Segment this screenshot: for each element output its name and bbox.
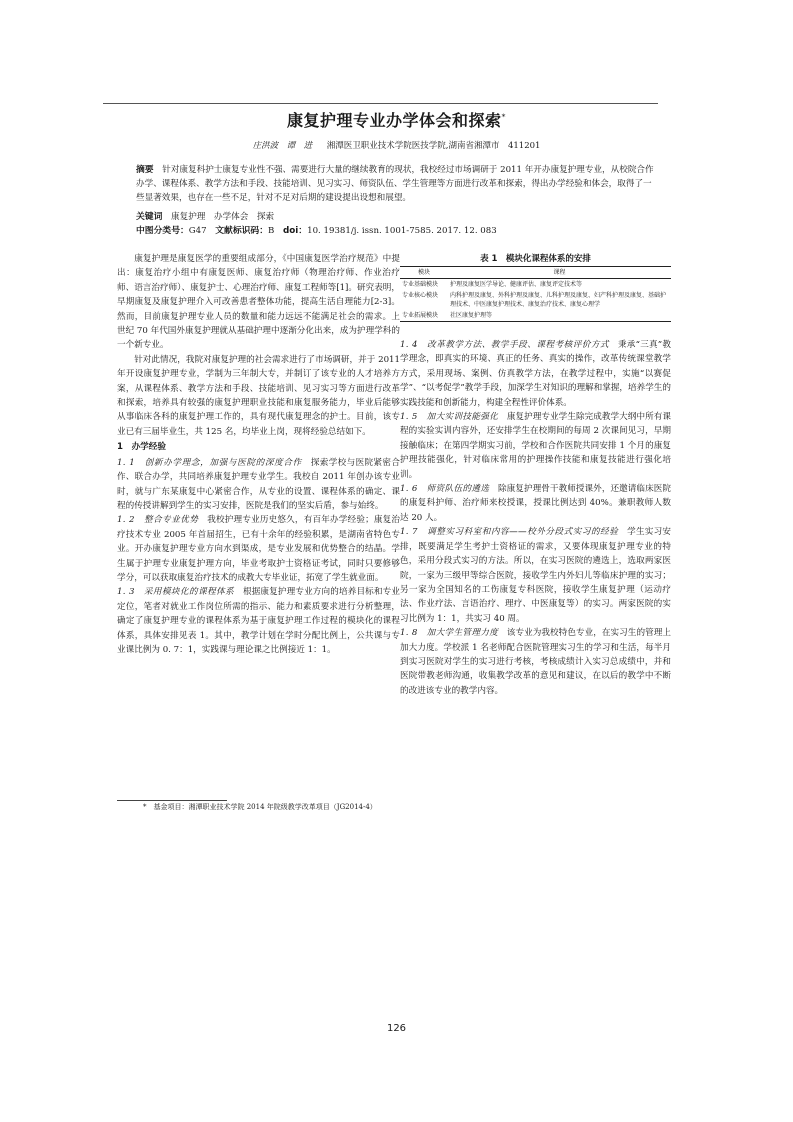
- curriculum-table: [400, 266, 671, 322]
- keywords-label: 关键词: [136, 212, 163, 222]
- table-header-row: [400, 267, 671, 279]
- keywords-text: 康复护理 办学体会 探索: [171, 212, 275, 222]
- table-cell-course: 社区康复护理等: [448, 310, 671, 322]
- table-1-title: 表 1 模块化课程体系的安排: [480, 254, 591, 264]
- abstract: [136, 163, 656, 205]
- doi-value: 10. 19381/j. issn. 1001-7585. 2017. 12. 083: [307, 226, 497, 236]
- table-cell-course: 护理及康复医学导论、健康评估、康复评定技术等: [450, 281, 583, 288]
- doc-label: 文献标识码：: [215, 226, 269, 236]
- left-column: [117, 252, 400, 657]
- section-1-2-text: 我校护理专业历史悠久，有百年办学经验；康复治疗技术专业 2005 年首届招生，已有十余年的经验积累，是湖南省特色专业。开办康复护理专业方向水到渠成，是专业发展和优势整合的结晶。学生属于护理专业康复护理方向，毕业考取护士资格证考试，同时只要修够学分，可以获取康复治疗技术的成教大专毕业证，拓宽了学生就业面。: [117, 515, 400, 583]
- doc-value: B: [268, 226, 275, 236]
- table-row: [400, 290, 671, 310]
- section-1-5: [400, 410, 671, 482]
- section-1-2: [117, 513, 400, 585]
- author-line: [0, 139, 793, 151]
- section-1-6: [400, 482, 671, 525]
- section-1-8: [400, 626, 671, 698]
- cls-label: 中图分类号：: [136, 226, 189, 236]
- section-1-4: [400, 338, 671, 410]
- footnote: * 基金项目：湘潭职业技术学院 2014 年院级教学改革项目（JG2014-4）: [143, 803, 377, 811]
- section-1-8-heading: 1. 8 加大学生管理力度: [400, 628, 499, 639]
- section-heading-1: 1 办学经验: [117, 442, 166, 453]
- section-1-6-text: 除康复护理骨干教师授课外，还邀请临床医院的康复科护师、治疗师来校授课，授课比例达到 40%。兼职教师人数达 20 人。: [400, 484, 671, 523]
- section-1-3-heading: 1. 3 采用模块化的课程体系: [117, 587, 235, 598]
- table-cell-course: 内科护理及康复、外科护理及康复、儿科护理及康复、妇产科护理及康复、基础护理技术、中医康复护理技术、康复治疗技术、康复心理学: [450, 292, 667, 308]
- section-1-7-text: 学生实习安排，既要满足学生考护士资格证的需求，又要体现康复护理专业的特色，采用分段式实习的方法。所以，在实习医院的遴选上，选取两家医院，一家为三级甲等综合医院，接收学生内外妇儿等临床护理的实习；另一家为全国知名的工伤康复专科医院，接收学生康复护理（运动疗法、作业疗法、言语治疗、理疗、中医康复等）的实习。两家医院的实习比例为 1：1，共实习 40 周。: [400, 527, 671, 624]
- table-cell-module: 专业拓展模块: [400, 310, 448, 322]
- table-row: [400, 310, 671, 322]
- abstract-label: 摘要: [136, 165, 154, 175]
- section-1-1-heading: 1. 1 创新办学理念，加强与医院的深度合作: [117, 457, 302, 468]
- classification-line: [136, 224, 656, 238]
- cls-value: G47: [188, 226, 207, 236]
- doi-label: doi：: [282, 226, 308, 236]
- affiliation: 湘潭医卫职业技术学院医技学院,湖南省湘潭市 411201: [326, 141, 541, 151]
- section-1-5-heading: 1. 5 加大实训技能强化: [400, 412, 499, 423]
- footnote-rule: [117, 800, 227, 801]
- section-1-7: [400, 525, 671, 626]
- table-header-course: 课程: [448, 267, 671, 279]
- table-cell-module: 专业核心模块: [402, 292, 439, 299]
- section-1-6-heading: 1. 6 师资队伍的遴选: [400, 484, 490, 495]
- keywords: [136, 210, 656, 224]
- section-1-2-heading: 1. 2 整合专业优势: [117, 515, 199, 526]
- authors: 庄洪波 谭 进: [252, 141, 313, 151]
- section-1-4-heading: 1. 4 改革教学方法、教学手段、课程考核评价方式: [400, 340, 610, 350]
- intro-paragraph-1: 康复护理是康复医学的重要组成部分，《中国康复医学治疗规范》中提出：康复治疗小组中有康复医师、康复治疗师（物理治疗师、作业治疗师、语言治疗师）、康复护士、心理治疗师、康复工程师等[1]。研究表明，早期康复及康复护理介入可改善患者整体功能，提高生活自理能力[2-3]。然而，目前康复护理专业人员的数量和能力远远不能满足社会的需求。上世纪 70 年代国外康复护理就从基础护理中逐渐分化出来，成为护理学科的一个新专业。: [117, 254, 400, 351]
- page-number: 126: [386, 1023, 407, 1034]
- section-1-8-text: 该专业为我校特色专业，在实习生的管理上加大力度。学校派 1 名老师配合医院管理实习生的学习和生活，每半月到实习医院对学生的实习进行考核，考核成绩计入实习总成绩中，并和医院带教老师沟通，收集教学改革的意见和建议，在以后的教学中不断的改进该专业的教学内容。: [400, 628, 671, 696]
- table-cell-module: 专业基础模块: [402, 281, 439, 288]
- title-footnote-mark: *: [501, 112, 506, 122]
- section-1-4-text: 秉承“三真”教学理念，即真实的环境、真正的任务、真实的操作，改革传统课堂教学方式，采用现场、案例、仿真教学方法，在教学过程中，实施“以赛促学”、“以考促学”教学手段，加深学生对知识的理解和掌握，培养学生的实践技能和创新能力，构建全程性评价体系。: [400, 340, 671, 408]
- right-column: [400, 338, 671, 698]
- title-text: 康复护理专业办学体会和探索: [286, 111, 502, 130]
- section-1-5-text: 康复护理专业学生除完成教学大纲中所有课程的实验实训内容外，还安排学生在校期间的每周 2 次课间见习，早期接触临床；在第四学期实习前，学校和合作医院共同安排 1 个月的康复护理技能强化，针对临床常用的护理操作技能和康复技能进行强化培训。: [400, 412, 671, 480]
- section-1-3-text: 根据康复护理专业方向的培养目标和专业定位，笔者对就业工作岗位所需的指示、能力和素质要求进行分析整理，确定了康复护理专业的课程体系为基于康复护理工作过程的模块化的课程体系，具体安排见表 1。其中，教学计划在学时分配比例上，公共课与专业课比例为 0. 7：1，实践课与理论课之比例接近 1：1。: [117, 587, 400, 655]
- table-header-module: 模块: [400, 267, 448, 279]
- header-rule: [103, 103, 658, 104]
- abstract-text: 针对康复科护士康复专业性不强、需要进行大量的继续教育的现状，我校经过市场调研于 2011 年开办康复护理专业，从校院合作办学、课程体系、教学方法和手段、技能培训、见习实习、师资队伍、学生管理等方面进行改革和探索，得出办学经验和体会，取得了一些显著效果，也存在一些不足，针对不足对后期的建设提出设想和展望。: [136, 165, 654, 203]
- intro-paragraph-2: 针对此情况，我院对康复护理的社会需求进行了市场调研，并于 2011 年开设康复护理专业，学制为三年制大专，并制订了该专业的人才培养方案，从课程体系、教学方法和手段、技能培训、见习实习等方面进行改革和探索，培养具有较强的康复护理职业技能和康复服务能力，毕业后能够从事临床各科的康复护理工作的，具有现代康复理念的护士。目前，该专业已有三届毕业生，共 125 名，均毕业上岗，现将经验总结如下。: [117, 354, 400, 437]
- section-1-3: [117, 585, 400, 657]
- section-1-1-text: 探索学校与医院紧密合作、联合办学，共同培养康复护理专业学生。我校自 2011 年创办该专业时，就与广东某康复中心紧密合作，从专业的设置、课程体系的确定、课程的传授讲解到学生的实习安排，医院是我们的坚实后盾，参与始终。: [117, 457, 400, 511]
- table-row: [400, 279, 671, 291]
- paper-title: [0, 108, 793, 131]
- section-1-1: [117, 456, 400, 514]
- section-1-7-heading: 1. 7 调整实习科室和内容——校外分段式实习的经验: [400, 527, 619, 538]
